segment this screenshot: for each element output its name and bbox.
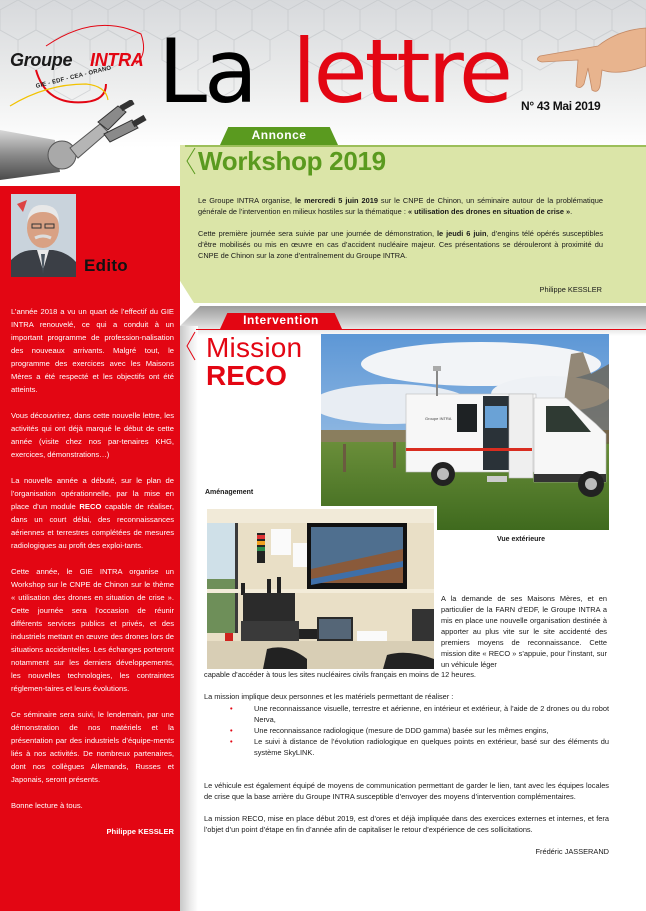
bullet-icon: • xyxy=(230,726,233,735)
list-item-text: Une reconnaissance visuelle, terrestre et aérienne, en intérieur et extérieur, à l’aide de 2 drones ou du robot Nerva, xyxy=(254,704,609,724)
intervention-paragraph: Le véhicule est également équipé de moyens de communication permettant de garder le lien, tant avec les équipes locales de crise que la base arrière du Groupe INTRA susceptible d’envoyer des moyens d’intervention complémentaires. xyxy=(204,781,609,801)
robot-arm-icon xyxy=(0,100,150,185)
text-span: , d’engins télé opérés susceptibles d’être mobilisés ou mis en œuvre en cas d’accident nucléaire majeur. Ces présentations se dérouleront à proximité du CNPE de Chinon sur la zone d’entraînement du Groupe INTRA. xyxy=(198,229,604,260)
intervention-intro: A la demande de ses Maisons Mères, et en particulier de la FARN d’EDF, le Groupe INTRA a mis en place une nouvelle organisation destinée à apporter au plus vite sur le site accidenté des premiers moyens de reconnaissance. Cette mission dite « RECO » s’appuie, pour l’instant, sur un véhicule léger xyxy=(441,594,607,669)
text-span: sur le CNPE de Chinon, un séminaire autour de la problématique générale de l’intervention en milieux hostiles sur la thématique : xyxy=(198,196,603,216)
text-bold: le mercredi 5 juin 2019 xyxy=(294,196,378,205)
list-item xyxy=(204,736,609,758)
text-bold: le jeudi 6 juin xyxy=(436,229,487,238)
edito-title: Edito xyxy=(84,256,128,275)
van-photo-illustration xyxy=(321,334,609,530)
text-span: Cette première journée sera suivie par une journée de démonstration, xyxy=(198,229,437,238)
text-bold: RECO xyxy=(79,502,102,511)
intervention-title-line2: RECO xyxy=(206,360,287,391)
photo-van-exterior xyxy=(321,334,609,530)
edito-paragraph: L’année 2018 a vu un quart de l’effectif du GIE INTRA renouvelé, ce qui a conduit à un important programme de profession-nalisation des nouveaux arrivants. Malgré tout, le programme des exercices avec les Maisons Mères a été respecté et les objectifs ont été atteints. xyxy=(11,307,174,394)
photo-van-interior xyxy=(204,506,437,672)
list-item xyxy=(204,725,609,736)
intervention-divider xyxy=(196,329,646,330)
author-portrait xyxy=(11,194,76,277)
list-item-text: Le suivi à distance de l’évolution radiologique en quelques points en extérieur, basé sur des éléments du système SkyLINK. xyxy=(254,737,609,757)
text-span: . xyxy=(570,207,573,216)
list-item-text: Une reconnaissance radiologique (mesure de DDD gamma) basée sur les mêmes engins, xyxy=(254,726,549,735)
hand-icon xyxy=(518,12,646,92)
intervention-body xyxy=(204,669,609,868)
workshop-signature: Philippe KESSLER xyxy=(539,285,602,294)
caption-exterior: Vue extérieure xyxy=(497,536,545,543)
title-la: La xyxy=(158,20,255,123)
intervention-title-line1: Mission xyxy=(206,332,303,363)
edito-paragraph: Bonne lecture à tous. xyxy=(11,801,83,810)
workshop-paragraph xyxy=(198,228,603,261)
interior-photo-illustration xyxy=(207,509,434,669)
bullet-icon: • xyxy=(230,704,233,713)
intervention-signature: Frédéric JASSERAND xyxy=(535,847,609,856)
edito-signature: Philippe KESSLER xyxy=(106,827,174,836)
mission-capabilities-list xyxy=(204,703,609,758)
spacer xyxy=(204,769,609,780)
intervention-list-intro: La mission implique deux personnes et les matériels permettant de réaliser : xyxy=(204,692,454,701)
bullet-icon: • xyxy=(230,737,233,746)
groupe-intra-logo xyxy=(6,14,166,109)
edito-body xyxy=(11,305,174,851)
chevron-left-icon xyxy=(186,147,196,175)
logo-members: GIE - EDF - CEA - ORANO xyxy=(35,65,113,90)
intervention-tab-label: Intervention xyxy=(243,313,319,327)
logo-word-intra: INTRA xyxy=(90,50,144,70)
chevron-left-icon xyxy=(186,331,196,361)
edito-paragraph: Vous découvrirez, dans cette nouvelle lettre, les activités qui ont déjà marqué le début de cette année (visite chez nos par-tenaires KHG, exercices, démonstrations…) xyxy=(11,411,174,459)
text-span: La nouvelle année a débuté, sur le plan de l’organisation opérationnelle, par la mise en place d’un module xyxy=(11,476,174,511)
edito-paragraph: Cette année, le GIE INTRA organise un Workshop sur le CNPE de Chinon sur le thème « utilisation des drones en situation de crise ». Cette journée sera l’occasion de réunir différents services publics et privés, et des industriels mettant en œuvre des drones lors de situations accidentelles. Les échanges porteront notamment sur les derniers développements, les nouvelles technologies, les contraintes réglemen-taires et leurs évolutions. xyxy=(11,567,174,693)
logo-word-groupe: Groupe xyxy=(10,50,73,70)
issue-number: N° 43 xyxy=(521,99,550,113)
edito-sidebar xyxy=(0,186,180,911)
title-lettre: lettre xyxy=(292,20,510,123)
text-bold: « utilisation des drones en situation de crise » xyxy=(407,207,571,216)
workshop-title: Workshop 2019 xyxy=(198,146,386,176)
annonce-tab-label: Annonce xyxy=(251,128,307,142)
edito-paragraph-reco xyxy=(11,474,174,552)
workshop-body xyxy=(198,195,603,272)
edito-paragraph: Ce séminaire sera suivi, le lendemain, par une démonstration de nos matériels et la présentation par des industriels d’équipe-ments liés à nos activités. De nombreux partenaires, dont nos collègues Allemands, Russes et Japonais, seront présents. xyxy=(11,710,174,784)
van-logo-text: Groupe INTRA xyxy=(425,416,452,421)
intervention-side-shadow xyxy=(180,326,198,911)
caption-interior: Aménagement xyxy=(205,489,254,496)
intervention-paragraph: capable d’accéder à tous les sites nucléaires civils français en moins de 12 heures. xyxy=(204,670,476,679)
text-span: capable de réaliser, dans un court délai, des reconnaissances aériennes et terrestres complétées de mesures radiologiques au profit des exploi-tants. xyxy=(11,502,175,550)
portrait-person-icon xyxy=(11,194,76,277)
workshop-paragraph xyxy=(198,195,603,217)
text-span: Le Groupe INTRA organise, xyxy=(198,196,295,205)
issue-date: Mai 2019 xyxy=(552,99,601,113)
issue-info xyxy=(521,99,600,113)
intervention-paragraph: La mission RECO, mise en place début 2019, est d’ores et déjà impliquée dans des exercices externes et internes, et fera l’objet d’un point d’étape en fin d’année afin de capitaliser le retour d’expérience de ces sollicitations. xyxy=(204,814,609,834)
list-item xyxy=(204,703,609,725)
